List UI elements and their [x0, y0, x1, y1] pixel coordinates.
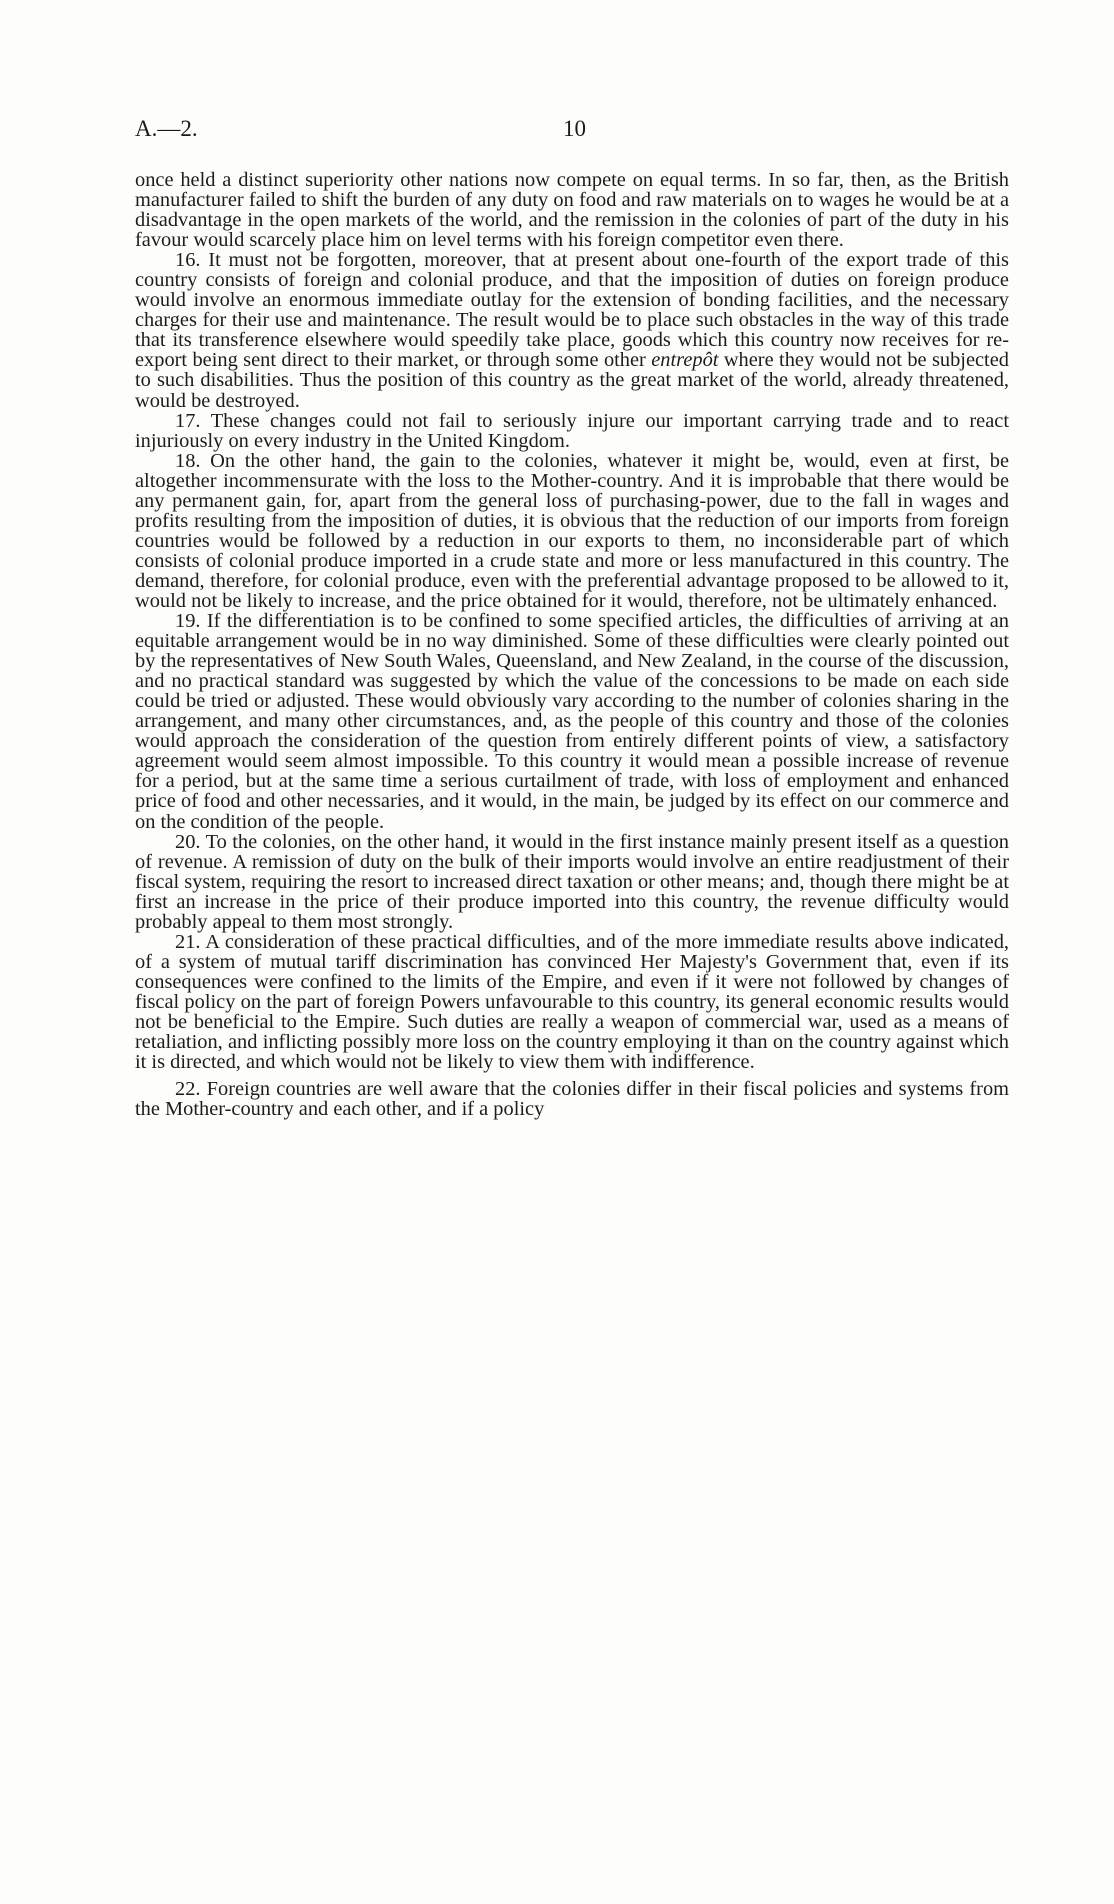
page-number: 10 — [563, 116, 586, 141]
paragraph-16-italic-term: entrepôt — [651, 349, 719, 372]
paragraph-16-text-after: where they would not be subjected to such disabilities. Thus the position of this country as the great market of the world, already threatened, would be destroyed. — [135, 349, 1009, 412]
paragraph-20: 20. To the colonies, on the other hand, it would in the first instance mainly present itself as a question of revenue. A remission of duty on the bulk of their imports would involve an entire readjustment of their fiscal system, requiring the resort to increased direct taxation or other means; and, though there might be at first an increase in the price of their produce imported into this country, the revenue difficulty would probably appeal to them most strongly. — [135, 830, 1009, 933]
paragraph-16-text: 16. It must not be forgotten, moreover, that at present about one-fourth of the export trade of this country consists of foreign and colonial produce, and that the imposition of duties on foreign produce would involve an enormous immediate outlay for the extension of bonding facilities, and the necessary charges for their use and maintenance. The result would be to place such obstacles in the way of this trade that its transference elsewhere would speedily take place, goods which this country now receives for re-export being sent direct to their market, or through some other — [135, 249, 1009, 372]
document-body — [135, 170, 1009, 1119]
paragraph-16 — [135, 250, 1009, 410]
paragraph-21: 21. A consideration of these practical difficulties, and of the more immediate results above indicated, of a system of mutual tariff discrimination has convinced Her Majesty's Government that, even if its consequences were confined to the limits of the Empire, and even if it were not followed by changes of fiscal policy on the part of foreign Powers unfavourable to this country, its general economic results would not be beneficial to the Empire. Such duties are really a weapon of commercial war, used as a means of retaliation, and inflicting possibly more loss on the country employing it than on the country against which it is directed, and which would not be likely to view them with indifference. — [135, 930, 1009, 1074]
paragraph-continuation: once held a distinct superiority other nations now compete on equal terms. In so far, then, as the British manufacturer failed to shift the burden of any duty on food and raw materials on to wages he would be at a disadvantage in the open markets of the world, and the remission in the colonies of part of the duty in his favour would scarcely place him on level terms with his foreign competitor even there. — [135, 169, 1009, 252]
paragraph-19: 19. If the differentiation is to be confined to some specified articles, the difficulties of arriving at an equitable arrangement would be in no way diminished. Some of these difficulties were clearly pointed out by the representatives of New South Wales, Queensland, and New Zealand, in the course of the discussion, and no practical standard was suggested by which the value of the concessions to be made on each side could be tried or adjusted. These would obviously vary according to the number of colonies sharing in the arrangement, and many other circumstances, and, as the people of this country and those of the colonies would approach the consideration of the question from entirely different points of view, a satisfactory agreement would seem almost impossible. To this country it would mean a possible increase of revenue for a period, but at the same time a serious curtailment of trade, with loss of employment and enhanced price of food and other necessaries, and it would, in the main, be judged by its effect on our commerce and on the condition of the people. — [135, 610, 1009, 833]
page-header — [135, 116, 980, 146]
document-reference: A.—2. — [135, 116, 198, 141]
paragraph-22: 22. Foreign countries are well aware that the colonies differ in their fiscal policies and systems from the Mother-country and each other, and if a policy — [135, 1078, 1009, 1121]
paragraph-17: 17. These changes could not fail to seriously injure our important carrying trade and to react injuriously on every industry in the United Kingdom. — [135, 409, 1009, 452]
paragraph-18: 18. On the other hand, the gain to the colonies, whatever it might be, would, even at first, be altogether incommensurate with the loss to the Mother-country. And it is improbable that there would be any permanent gain, for, apart from the general loss of purchasing-power, due to the fall in wages and profits resulting from the imposition of duties, it is obvious that the reduction of our imports from foreign countries would be followed by a reduction in our exports to them, no inconsiderable part of which consists of colonial produce imported in a crude state and more or less manufactured in this country. The demand, therefore, for colonial produce, even with the preferential advantage proposed to be allowed to it, would not be likely to increase, and the price obtained for it would, therefore, not be ultimately enhanced. — [135, 449, 1009, 612]
